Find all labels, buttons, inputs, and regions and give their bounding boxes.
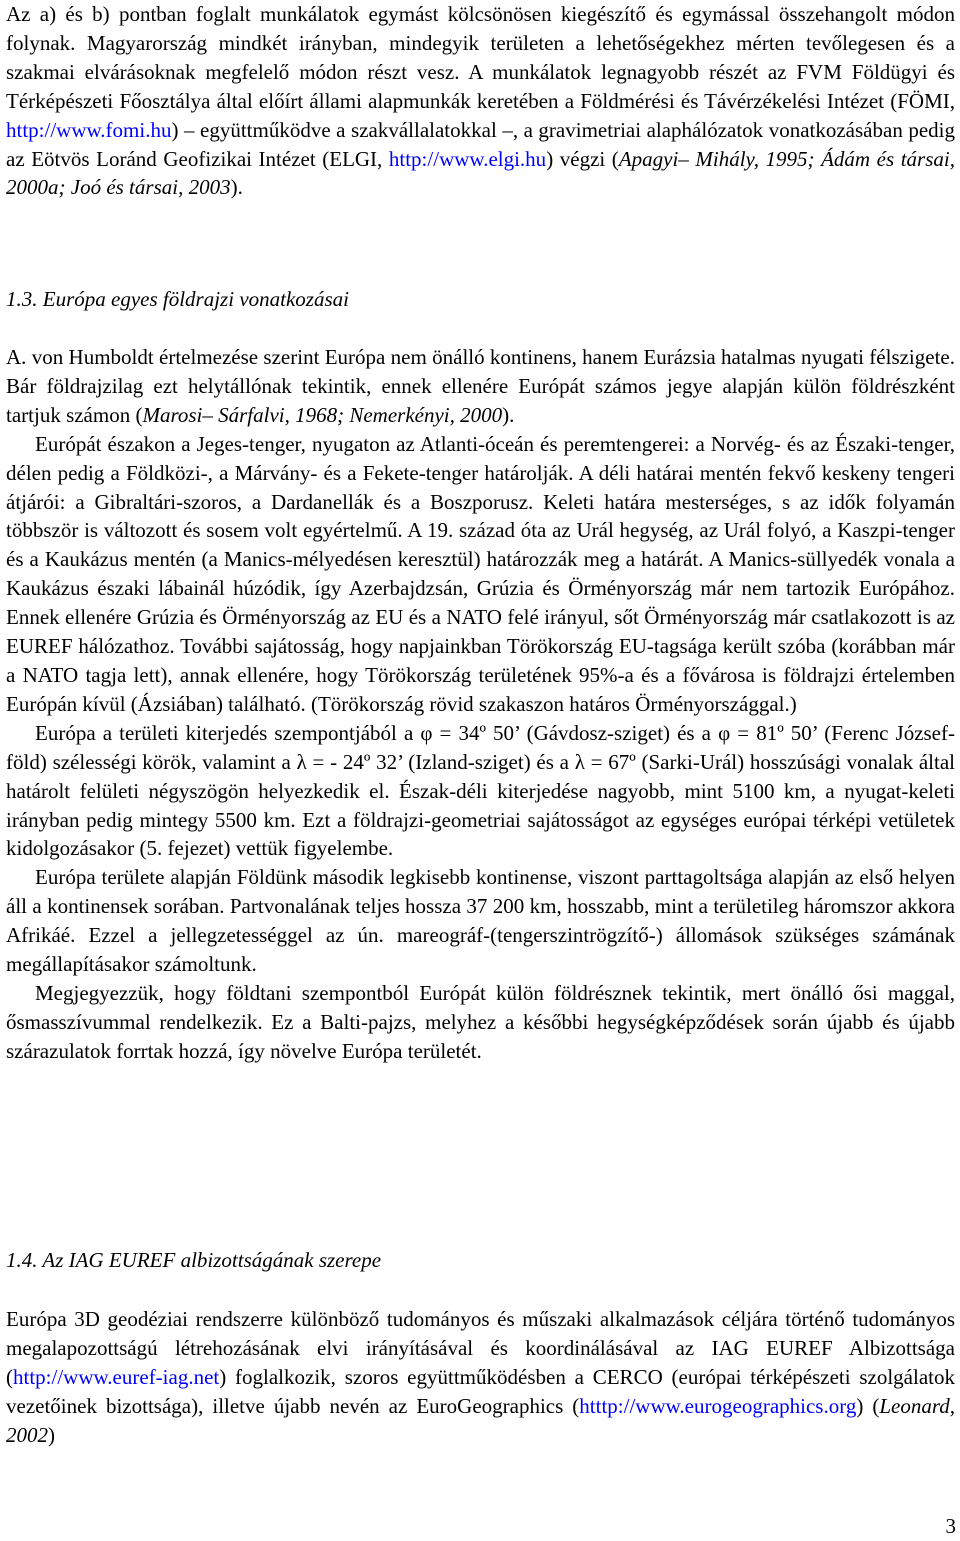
intro-paragraph bbox=[6, 0, 955, 202]
fomi-link[interactable]: http://www.fomi.hu bbox=[6, 117, 172, 142]
elgi-link[interactable]: http://www.elgi.hu bbox=[388, 146, 547, 171]
section-1-4-heading: 1.4. Az IAG EUREF albizottságának szerepe bbox=[6, 1248, 382, 1272]
section-1-3-body bbox=[6, 343, 955, 1066]
intro-text-1: Az a) és b) pontban foglalt munkálatok egymást kölcsönösen kiegészítő és egymással összehangolt módon folynak. Magyarország mindkét irányban, mindegyik területen a lehetőségekhez mérten tevőlegesen és a szakmai elvárásoknak megfelelő módon részt vesz. A munkálatok legnagyobb részét az FVM Földügyi és Térképészeti Főosztálya által előírt állami alapmunkák keretében a Földmérési és Távérzékelési Intézet (FÖMI, bbox=[6, 2, 955, 113]
section-1-3-paragraph-3: Európa a területi kiterjedés szempontjából a φ = 34º 50’ (Gávdosz-sziget) és a φ = 81º 50’ (Ferenc József-föld) szélességi körök, valamint a λ = - 24º 32’ (Izland-sziget) és a λ = 67º (Sarki-Urál) hosszúsági vonalak által határolt felületi négyszögön helyezkedik el. Észak-déli kiterjedése nagyobb, mint 5100 km, a nyugat-keleti irányban pedig mintegy 5500 km. Ezt a földrajzi-geometriai sajátosságot az egységes európai térképi vetületek kidolgozásakor (5. fejezet) vettük figyelembe. bbox=[6, 720, 955, 861]
page-number: 3 bbox=[945, 1514, 956, 1538]
eurogeographics-link[interactable]: htttp://www.eurogeographics.org bbox=[579, 1393, 857, 1418]
intro-text-4: ). bbox=[230, 175, 243, 200]
intro-text-2: ) – együttműködve a szakvállalatokkal –, a gravimetriai alaphálózatok vonatkozásában pedig az Eötvös Loránd Geofizikai Intézet (ELGI, bbox=[6, 117, 955, 171]
section-1-3-paragraph-1 bbox=[6, 343, 955, 430]
section-1-3-paragraph-5: Megjegyezzük, hogy földtani szempontból Európát külön földrésznek tekintik, mert önálló ősi maggal, ősmasszívummal rendelkezik. Ez a Balti-pajzs, melyhez a későbbi hegységképződések során újabb és újabb szárazulatok forrtak hozzá, így növelve Európa területét. bbox=[6, 980, 955, 1063]
humboldt-text-1: A. von Humboldt értelmezése szerint Európa nem önálló kontinens, hanem Eurázsia hatalmas nyugati félszigete. Bár földrajzilag ezt helytállónak tekintik, ennek ellenére Európát számos jegye alapján külön földrészként tartjuk számon ( bbox=[6, 345, 955, 427]
euref-text-2: ) foglalkozik, szoros együttműködésben a CERCO (európai térképészeti szolgálatok vezetőinek bizottsága), illetve újabb nevén az EuroGeographics ( bbox=[6, 1364, 955, 1418]
leonard-citation: Leonard, 2002 bbox=[6, 1393, 955, 1447]
section-1-3-paragraph-2: Európát északon a Jeges-tenger, nyugaton az Atlanti-óceán és peremtengerei: a Norvég- és az Északi-tenger, délen pedig a Földközi-, a Márvány- és a Fekete-tenger határolják. A déli határai mentén fekvő keskeny tengeri átjárói: a Gibraltári-szoros, a Dardanellák és a Boszporusz. Keleti határa mesterséges, s az idők folyamán többször is változott és sosem volt egyértelmű. A 19. század óta az Urál hegység, az Urál folyó, a Kaszpi-tenger és a Kaukázus mentén (a Manics-mélyedésen keresztül) határozzák meg a határát. A Manics-süllyedék vonala a Kaukázus északi lábainál húzódik, így Azerbajdzsán, Grúzia és Örményország már nem tartozik Európához. Ennek ellenére Grúzia és Örményország az EU és a NATO felé irányul, sőt Örményország már csatlakozott is az EUREF hálózathoz. További sajátosság, hogy napjainkban Törökország EU-tagsága került szóba (korábban már a NATO tagja lett), annak ellenére, hogy Törökország területének 95%-a és a fővárosa is földrajzi értelemben Európán kívül (Ázsiában) található. (Törökország rövid szakaszon határos Örményországgal.) bbox=[6, 431, 955, 716]
euref-text-4: ) bbox=[48, 1422, 55, 1447]
intro-text-3: ) végzi ( bbox=[546, 146, 619, 171]
section-1-4-paragraph-1 bbox=[6, 1305, 955, 1450]
intro-citation: Apagyi– Mihály, 1995; Ádám és társai, 2000a; Joó és társai, 2003 bbox=[6, 146, 955, 200]
euref-link[interactable]: http://www.euref-iag.net bbox=[13, 1364, 220, 1389]
section-1-3-paragraph-4: Európa területe alapján Földünk második legkisebb kontinense, viszont parttagoltsága alapján az első helyen áll a kontinensek sorában. Partvonalának teljes hossza 37 200 km, hosszabb, mint a területileg háromszor akkora Afrikáé. Ezzel a jellegzetességgel az ún. mareográf-(tengerszintrögzítő-) állomások szükséges számának megállapításakor számoltunk. bbox=[6, 865, 955, 977]
section-1-3-heading: 1.3. Európa egyes földrajzi vonatkozásai bbox=[6, 287, 349, 311]
euref-text-3: ) ( bbox=[856, 1393, 880, 1418]
euref-text-1: Európa 3D geodéziai rendszerre különböző tudományos és műszaki alkalmazások céljára történő tudományos megalapozottságú létrehozásának elvi irányításával és koordinálásával az IAG EUREF Albizottsága ( bbox=[6, 1307, 955, 1389]
humboldt-citation: Marosi– Sárfalvi, 1968; Nemerkényi, 2000 bbox=[142, 402, 503, 427]
humboldt-text-2: ). bbox=[502, 402, 515, 427]
